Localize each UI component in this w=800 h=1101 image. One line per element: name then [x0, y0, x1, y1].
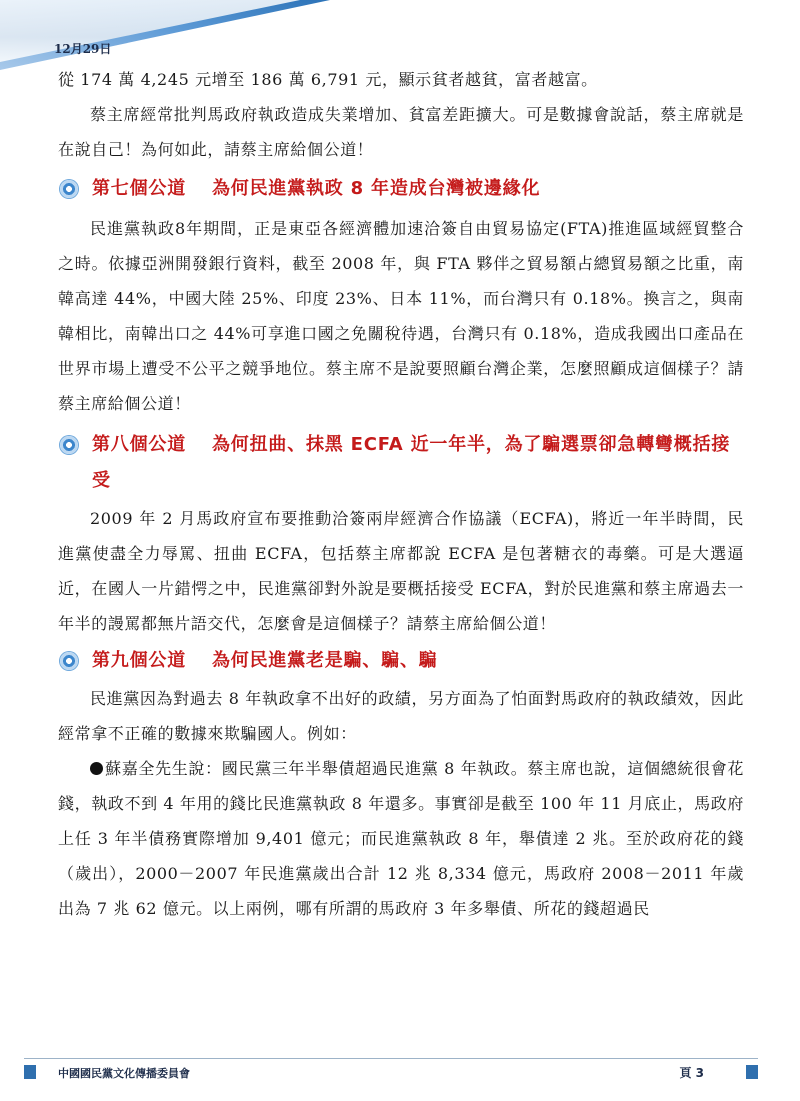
paragraph-5-body [58, 751, 744, 926]
paragraph-2 [58, 211, 744, 421]
page-footer [24, 1058, 758, 1083]
date-label: 12月29日 [54, 42, 112, 56]
section-heading-9 [58, 643, 744, 679]
section-9-number: 第九個公道 [92, 650, 186, 671]
paragraph-1-text: 蔡主席經常批判馬政府執政造成失業增加、貧富差距擴大。可是數據會說話，蔡主席就是在說自己！為何如此，請蔡主席給個公道！ [58, 105, 744, 159]
page-number: 頁 3 [679, 1066, 704, 1080]
document-body [58, 62, 744, 926]
footer-organization: 中國國民黨文化傳播委員會 [58, 1067, 190, 1080]
paragraph-0-text: 從 174 萬 4,245 元增至 186 萬 6,791 元，顯示貧者越貧，富者越富。 [58, 70, 598, 89]
paragraph-2-text: 民進黨執政8年期間，正是東亞各經濟體加速洽簽自由貿易協定(FTA)推進區域經貿整合之時。依據亞洲開發銀行資料，截至 2008 年，與 FTA 夥伴之貿易額占總貿易額之比重，南韓高達 44%，中國大陸 25%、印度 23%、日本 11%，而台灣只有 0.18%。換言之，與南韓相比，南韓出口之 44%可享進口國之免關稅待遇，台灣只有 0.18%，造成我國出口產品在世界市場上遭受不公平之競爭地位。蔡主席不是說要照顧台灣企業，怎麼照顧成這個樣子？請蔡主席給個公道！ [58, 219, 744, 413]
black-dot-bullet-icon [90, 762, 103, 775]
section-heading-8 [58, 427, 744, 499]
corner-decoration-overlay [0, 0, 300, 62]
paragraph-5-text: 蘇嘉全先生說：國民黨三年半舉債超過民進黨 8 年執政。蔡主席也說，這個總統很會花錢，執政不到 4 年用的錢比民進黨執政 8 年還多。事實卻是截至 100 年 11 月底止，馬政府上任 3 年半債務實際增加 9,401 億元；而民進黨執政 8 年，舉債達 2 兆。至於政府花的錢（歲出），2000－2007 年民進黨歲出合計 12 兆 8,334 億元，馬政府 2008－2011 年歲出為 7 兆 62 億元。以上兩例，哪有所謂的馬政府 3 年多舉債、所花的錢超過民 [58, 759, 744, 918]
section-7-number: 第七個公道 [92, 178, 186, 199]
paragraph-1 [58, 97, 744, 167]
paragraph-4 [58, 681, 744, 751]
paragraph-5 [58, 751, 744, 926]
gear-bullet-icon [60, 652, 78, 670]
section-heading-7 [58, 171, 744, 207]
section-8-title: 為何扭曲、抹黑 ECFA 近一年半，為了騙選票卻急轉彎概括接受 [92, 434, 731, 491]
footer-left-block [24, 1065, 36, 1079]
gear-bullet-icon [60, 436, 78, 454]
paragraph-3-text: 2009 年 2 月馬政府宣布要推動洽簽兩岸經濟合作協議（ECFA)，將近一年半時間，民進黨使盡全力辱罵、扭曲 ECFA，包括蔡主席都說 ECFA 是包著糖衣的毒藥。可是大選逼近，在國人一片錯愕之中，民進黨卻對外說是要概括接受 ECFA，對於民進黨和蔡主席過去一年半的謾罵都無片語交代，怎麼會是這個樣子？請蔡主席給個公道！ [58, 509, 744, 633]
paragraph-3 [58, 501, 744, 641]
footer-right-block [746, 1065, 758, 1079]
paragraph-4-text: 民進黨因為對過去 8 年執政拿不出好的政績，另方面為了怕面對馬政府的執政績效，因此經常拿不正確的數據來欺騙國人。例如： [58, 689, 744, 743]
paragraph-0 [58, 62, 744, 97]
section-9-title: 為何民進黨老是騙、騙、騙 [212, 650, 438, 671]
section-8-number: 第八個公道 [92, 434, 186, 455]
section-7-title: 為何民進黨執政 8 年造成台灣被邊緣化 [212, 178, 541, 199]
gear-bullet-icon [60, 180, 78, 198]
